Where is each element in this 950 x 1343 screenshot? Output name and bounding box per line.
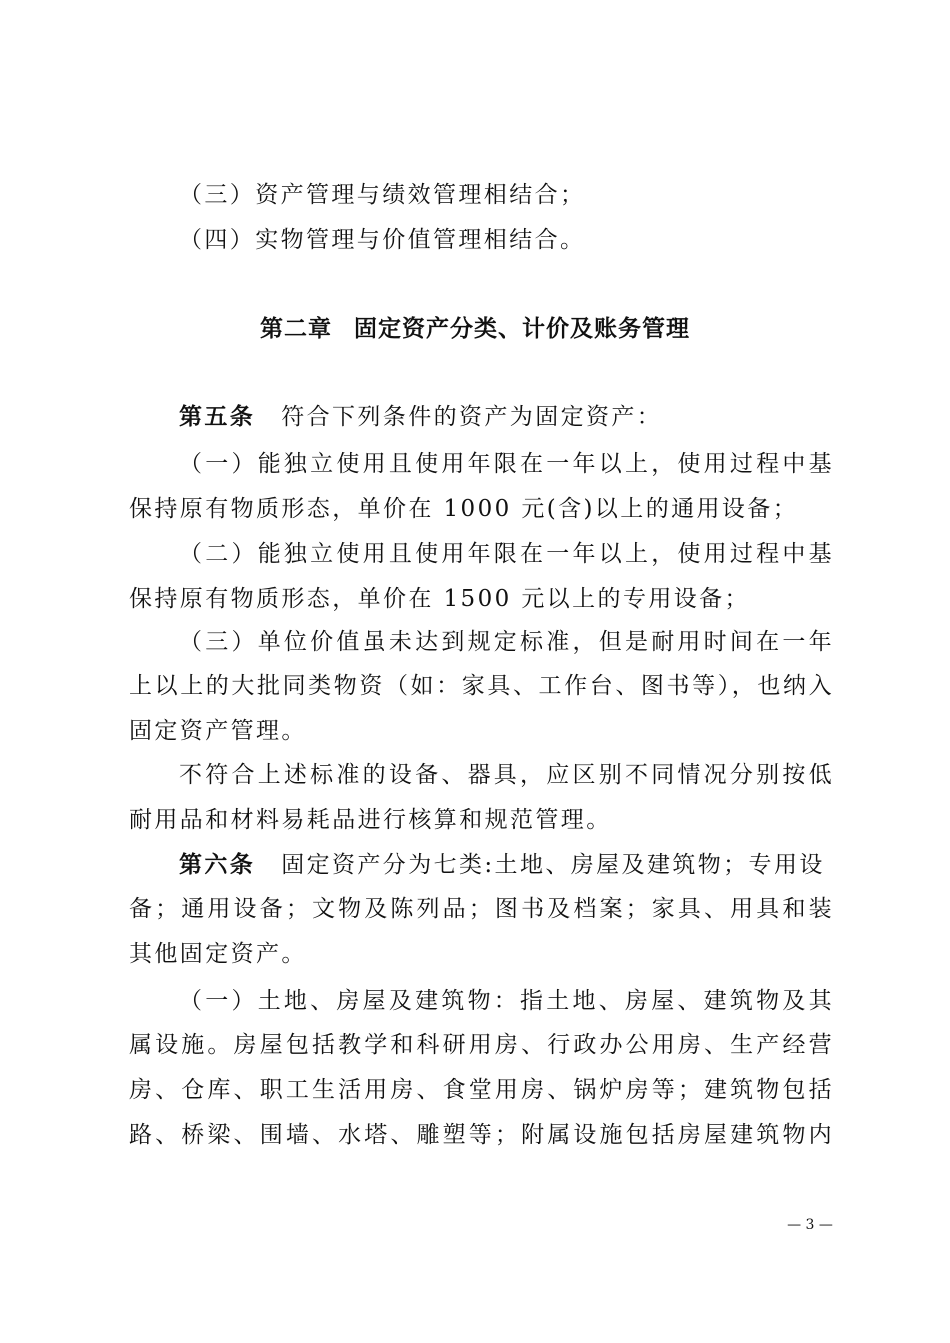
article-6-label: 第六条 <box>179 852 256 878</box>
article-5-label: 第五条 <box>179 404 256 430</box>
article-5-item-3-line-2: 上以上的大批同类物资（如：家具、工作台、图书等），也纳入 <box>129 673 834 699</box>
article-5-item-1-line-2: 保持原有物质形态，单价在 1000 元(含)以上的通用设备； <box>129 496 799 522</box>
article-5-item-3-line-3: 固定资产管理。 <box>129 718 307 744</box>
article-5-note-line-1: 不符合上述标准的设备、器具，应区别不同情况分别按低 <box>179 762 834 788</box>
article-6-item-1-line-2: 属设施。房屋包括教学和科研用房、行政办公用房、生产经营 <box>129 1032 834 1058</box>
article-5-item-2-line-1: （二）能独立使用且使用年限在一年以上，使用过程中基 <box>179 541 834 567</box>
article-6-item-1-line-3: 房、仓库、职工生活用房、食堂用房、锅炉房等；建筑物包括 <box>129 1077 834 1103</box>
article-6-text: 固定资产分为七类:土地、房屋及建筑物；专用设 <box>281 852 825 878</box>
article-6-line-2: 备；通用设备；文物及陈列品；图书及档案；家具、用具和装 <box>129 896 834 922</box>
article-5-item-3-line-1: （三）单位价值虽未达到规定标准，但是耐用时间在一年 <box>179 629 834 655</box>
principle-4: （四）实物管理与价值管理相结合。 <box>179 227 586 253</box>
article-6-line-1 <box>179 850 834 880</box>
principle-3: （三）资产管理与绩效管理相结合； <box>179 182 586 208</box>
article-6-line-3: 其他固定资产。 <box>129 941 307 967</box>
article-5-item-2-line-2: 保持原有物质形态，单价在 1500 元以上的专用设备； <box>129 586 750 612</box>
page-number: — 3 — <box>787 1217 833 1233</box>
article-6-item-1-line-4: 路、桥梁、围墙、水塔、雕塑等；附属设施包括房屋建筑物内 <box>129 1122 834 1148</box>
article-6-item-1-line-1: （一）土地、房屋及建筑物：指土地、房屋、建筑物及其 <box>179 988 834 1014</box>
article-5-note-line-2: 耐用品和材料易耗品进行核算和规范管理。 <box>129 807 612 833</box>
article-5-text: 符合下列条件的资产为固定资产： <box>281 404 663 430</box>
chapter-heading <box>0 314 950 344</box>
article-5-heading <box>179 402 834 432</box>
chapter-number: 第二章 <box>260 316 332 342</box>
article-5-item-1-line-1: （一）能独立使用且使用年限在一年以上，使用过程中基 <box>179 451 834 477</box>
chapter-title: 固定资产分类、计价及账务管理 <box>354 316 690 342</box>
